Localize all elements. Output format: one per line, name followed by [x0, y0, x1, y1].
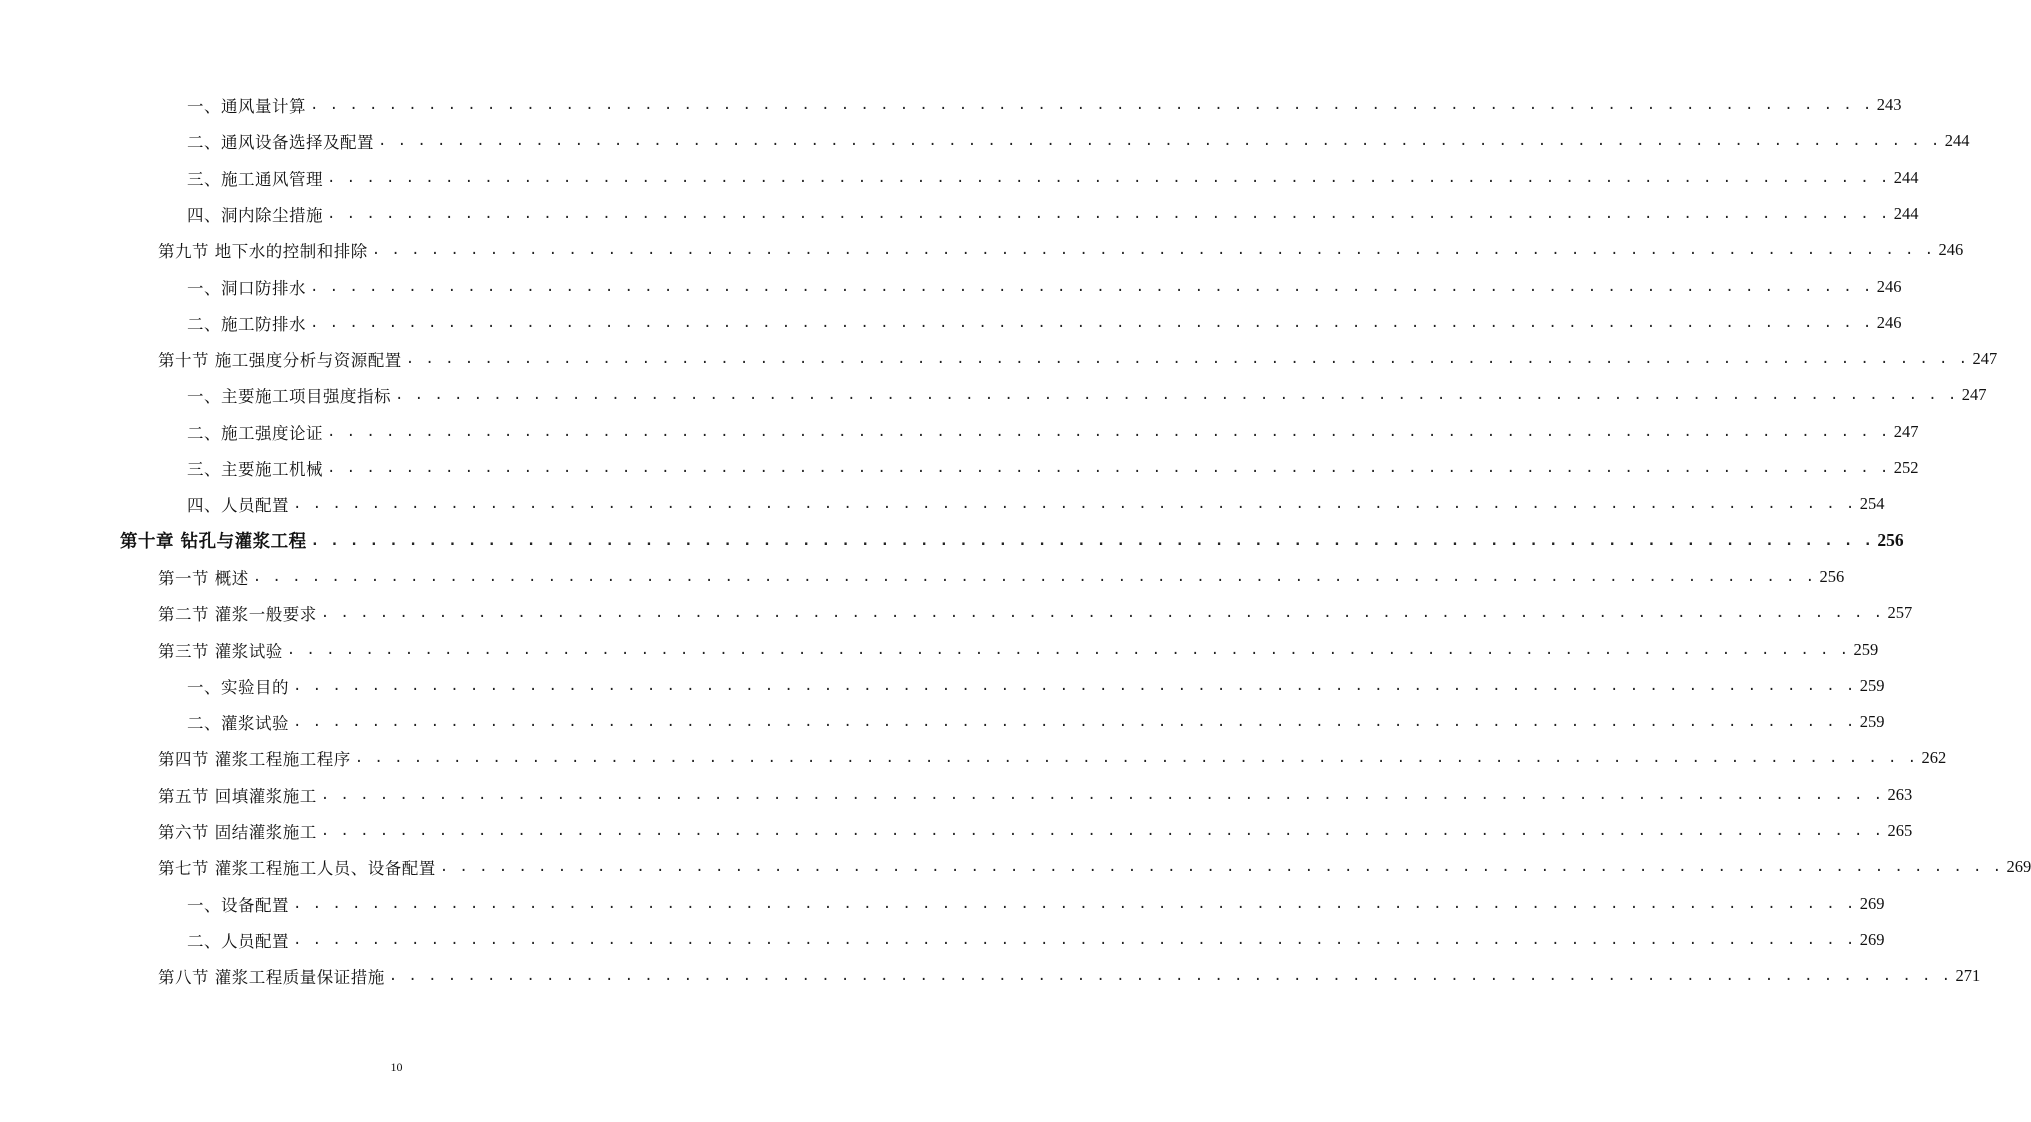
toc-entry-page: 259 [1859, 675, 1885, 695]
toc-dot-leader: . . . . . . . . . . . . . . . . . . . . . . . . . . . . . . . . . . . . . . . . . . . . . . . . . . . . . . . . . . . . . . . . . . . . . . . . . . . . . . . . [310, 97, 1873, 113]
toc-entry-page: 259 [1853, 639, 1879, 659]
toc-dot-leader: . . . . . . . . . . . . . . . . . . . . . . . . . . . . . . . . . . . . . . . . . . . . . . . . . . . . . . . . . . . . . . . . . . . . . . . . . . . . . . . . [310, 532, 1874, 549]
toc-dot-leader: . . . . . . . . . . . . . . . . . . . . . . . . . . . . . . . . . . . . . . . . . . . . . . . . . . . . . . . . . . . . . . . . . . . . . . . . . . . . . . . . [378, 133, 1941, 150]
toc-dot-leader: . . . . . . . . . . . . . . . . . . . . . . . . . . . . . . . . . . . . . . . . . . . . . . . . . . . . . . . . . . . . . . . . . . . . . . . . . . . . . . . . [327, 423, 1890, 440]
toc-entry-title: 第六节 固结灌浆施工 [158, 823, 317, 842]
toc-entry[interactable] [187, 272, 1902, 302]
toc-entry[interactable] [187, 889, 1885, 919]
toc-entry-page: 256 [1819, 566, 1845, 586]
toc-entry-page: 263 [1887, 784, 1913, 804]
toc-entry-page: 244 [1944, 131, 1970, 151]
toc-entry-page: 265 [1887, 821, 1913, 840]
toc-entry[interactable] [187, 489, 1885, 519]
toc-entry-title: 第五节 回填灌浆施工 [158, 786, 317, 806]
toc-entry-page: 269 [1859, 893, 1885, 913]
toc-entry-page: 269 [1859, 929, 1885, 949]
toc-entry-page: 259 [1859, 712, 1885, 732]
toc-entry-page: 247 [1972, 349, 1998, 369]
toc-entry[interactable] [158, 598, 1913, 628]
toc-dot-leader: . . . . . . . . . . . . . . . . . . . . . . . . . . . . . . . . . . . . . . . . . . . . . . . . . . . . . . . . . . . . . . . . . . . . . . . . . . . . . . . . [327, 460, 1890, 476]
toc-entry-title: 一、主要施工项目强度指标 [187, 387, 391, 407]
toc-entry-title: 四、洞内除尘措施 [187, 205, 323, 225]
toc-entry-title: 二、通风设备选择及配置 [187, 133, 374, 153]
toc-entry[interactable] [158, 344, 1998, 374]
toc-entry[interactable] [158, 743, 1947, 773]
toc-entry-title: 一、设备配置 [187, 895, 289, 915]
toc-dot-leader: . . . . . . . . . . . . . . . . . . . . . . . . . . . . . . . . . . . . . . . . . . . . . . . . . . . . . . . . . . . . . . . . . . . . . . . . . . . . . . . . [320, 823, 1884, 839]
toc-entry-title: 三、施工通风管理 [187, 169, 323, 189]
toc-dot-leader: . . . . . . . . . . . . . . . . . . . . . . . . . . . . . . . . . . . . . . . . . . . . . . . . . . . . . . . . . . . . . . . . . . . . . . . . . . . . . . . . [310, 278, 1873, 295]
toc-entry[interactable] [158, 816, 1913, 846]
toc-entry-title: 一、通风量计算 [187, 97, 306, 116]
toc-dot-leader: . . . . . . . . . . . . . . . . . . . . . . . . . . . . . . . . . . . . . . . . . . . . . . . . . . . . . . . . . . . . . . . . . . . . . . . . . . . . . . . . [293, 677, 1856, 694]
toc-entry[interactable] [158, 780, 1913, 810]
toc-entry-page: 271 [1955, 966, 1981, 986]
toc-entry-title: 二、施工防排水 [187, 314, 306, 334]
toc-entry-title: 第二节 灌浆一般要求 [158, 605, 317, 625]
toc-dot-leader: . . . . . . . . . . . . . . . . . . . . . . . . . . . . . . . . . . . . . . . . . . . . . . . . . . . . . . . . . . . . . . . . . . . . . . . . . . . . . . . . [293, 714, 1856, 731]
toc-entry-page: 247 [1961, 385, 1987, 405]
toc-dot-leader: . . . . . . . . . . . . . . . . . . . . . . . . . . . . . . . . . . . . . . . . . . . . . . . . . . . . . . . . . . . . . . . . . . . . . . . . . . . . . . . . [320, 605, 1884, 622]
toc-entry-page: 257 [1887, 603, 1913, 623]
toc-entry-page: 244 [1893, 203, 1919, 223]
toc-entry-page: 246 [1876, 312, 1902, 332]
toc-entry[interactable] [158, 235, 1964, 265]
toc-entry-page: 262 [1921, 748, 1947, 768]
toc-entry-page: 269 [2006, 857, 2031, 877]
toc-dot-leader: . . . . . . . . . . . . . . . . . . . . . . . . . . . . . . . . . . . . . . . . . . . . . . . . . . . . . . . . . . . . . . . . . . . . . . . . . . . . . . . . [320, 786, 1884, 803]
toc-dot-leader: . . . . . . . . . . . . . . . . . . . . . . . . . . . . . . . . . . . . . . . . . . . . . . . . . . . . . . . . . . . . . . . . . . . . . . . . . . . . . . . . [388, 968, 1952, 985]
toc-dot-leader: . . . . . . . . . . . . . . . . . . . . . . . . . . . . . . . . . . . . . . . . . . . . . . . . . . . . . . . . . . . . . . . . . . . . . . . . . . . . . . . . [371, 242, 1935, 259]
toc-dot-leader: . . . . . . . . . . . . . . . . . . . . . . . . . . . . . . . . . . . . . . . . . . . . . . . . . . . . . . . . . . . . . . . . . . . . . . . . . . . . . . . . [293, 895, 1856, 912]
toc-entry-page: 243 [1876, 95, 1902, 114]
toc-entry-title: 一、洞口防排水 [187, 278, 306, 298]
toc-entry-title: 第九节 地下水的控制和排除 [158, 242, 368, 262]
toc-entry[interactable] [187, 163, 1919, 193]
toc-entry[interactable] [187, 707, 1885, 737]
toc-entry[interactable] [187, 308, 1902, 338]
toc-entry[interactable] [187, 925, 1885, 955]
toc-entry-page: 256 [1877, 530, 1904, 551]
toc-entry-page: 254 [1859, 494, 1885, 514]
page-number-footer: 10 [390, 1060, 403, 1074]
toc-entry[interactable] [187, 199, 1919, 229]
toc-dot-leader: . . . . . . . . . . . . . . . . . . . . . . . . . . . . . . . . . . . . . . . . . . . . . . . . . . . . . . . . . . . . . . . . . . . . . . . . . . . . . . . . [439, 859, 2003, 876]
toc-dot-leader: . . . . . . . . . . . . . . . . . . . . . . . . . . . . . . . . . . . . . . . . . . . . . . . . . . . . . . . . . . . . . . . . . . . . . . . . . . . . . . . . [327, 169, 1890, 186]
toc-dot-leader: . . . . . . . . . . . . . . . . . . . . . . . . . . . . . . . . . . . . . . . . . . . . . . . . . . . . . . . . . . . . . . . . . . . . . . . . . . . . . . . . [354, 750, 1918, 767]
toc-entry-page: 244 [1893, 167, 1919, 187]
toc-entry-page: 246 [1876, 276, 1902, 296]
toc-dot-leader: . . . . . . . . . . . . . . . . . . . . . . . . . . . . . . . . . . . . . . . . . . . . . . . . . . . . . . . . . . . . . . . . . . . . . . . . . . . . . . . . [286, 641, 1850, 658]
toc-entry-title: 第三节 灌浆试验 [158, 641, 283, 661]
toc-entry[interactable] [187, 453, 1919, 483]
toc-entry[interactable] [120, 526, 1904, 556]
toc-entry-title: 第十章 钻孔与灌浆工程 [120, 532, 307, 553]
toc-dot-leader: . . . . . . . . . . . . . . . . . . . . . . . . . . . . . . . . . . . . . . . . . . . . . . . . . . . . . . . . . . . . . . . . . . . . . . . . . . . . . . . . [327, 205, 1890, 222]
toc-dot-leader: . . . . . . . . . . . . . . . . . . . . . . . . . . . . . . . . . . . . . . . . . . . . . . . . . . . . . . . . . . . . . . . . . . . . . . . . . . . . . . . . [293, 931, 1856, 948]
toc-dot-leader: . . . . . . . . . . . . . . . . . . . . . . . . . . . . . . . . . . . . . . . . . . . . . . . . . . . . . . . . . . . . . . . . . . . . . . . . . . . . . . . . [252, 568, 1816, 585]
toc-entry-title: 第七节 灌浆工程施工人员、设备配置 [158, 859, 436, 879]
toc-entry-title: 第十节 施工强度分析与资源配置 [158, 351, 402, 371]
toc-entry-page: 247 [1893, 421, 1919, 441]
toc-entry-title: 二、灌浆试验 [187, 714, 289, 734]
toc-entry[interactable] [158, 562, 1845, 592]
toc-entry-title: 二、人员配置 [187, 931, 289, 951]
toc-entry-title: 第八节 灌浆工程质量保证措施 [158, 968, 385, 988]
toc-entry-title: 三、主要施工机械 [187, 460, 323, 479]
toc-entry-title: 第一节 概述 [158, 568, 249, 588]
toc-entry[interactable] [158, 852, 2031, 882]
toc-dot-leader: . . . . . . . . . . . . . . . . . . . . . . . . . . . . . . . . . . . . . . . . . . . . . . . . . . . . . . . . . . . . . . . . . . . . . . . . . . . . . . . . [405, 351, 1969, 368]
toc-entry-title: 第四节 灌浆工程施工程序 [158, 750, 351, 770]
toc-entry[interactable] [158, 635, 1879, 665]
toc-dot-leader: . . . . . . . . . . . . . . . . . . . . . . . . . . . . . . . . . . . . . . . . . . . . . . . . . . . . . . . . . . . . . . . . . . . . . . . . . . . . . . . . [310, 314, 1873, 331]
toc-entry-title: 四、人员配置 [187, 496, 289, 516]
toc-entry-title: 二、施工强度论证 [187, 423, 323, 443]
toc-entry-page: 246 [1938, 240, 1964, 260]
toc-entry[interactable] [187, 417, 1919, 447]
toc-entry[interactable] [187, 90, 1902, 120]
toc-dot-leader: . . . . . . . . . . . . . . . . . . . . . . . . . . . . . . . . . . . . . . . . . . . . . . . . . . . . . . . . . . . . . . . . . . . . . . . . . . . . . . . . [293, 496, 1856, 513]
toc-dot-leader: . . . . . . . . . . . . . . . . . . . . . . . . . . . . . . . . . . . . . . . . . . . . . . . . . . . . . . . . . . . . . . . . . . . . . . . . . . . . . . . . [395, 387, 1958, 404]
toc-entry-title: 一、实验目的 [187, 677, 289, 697]
toc-entry[interactable] [158, 961, 1981, 991]
toc-entry[interactable] [187, 126, 1970, 156]
toc-entry[interactable] [187, 380, 1987, 410]
toc-entry[interactable] [187, 671, 1885, 701]
toc-entry-page: 252 [1893, 458, 1919, 477]
